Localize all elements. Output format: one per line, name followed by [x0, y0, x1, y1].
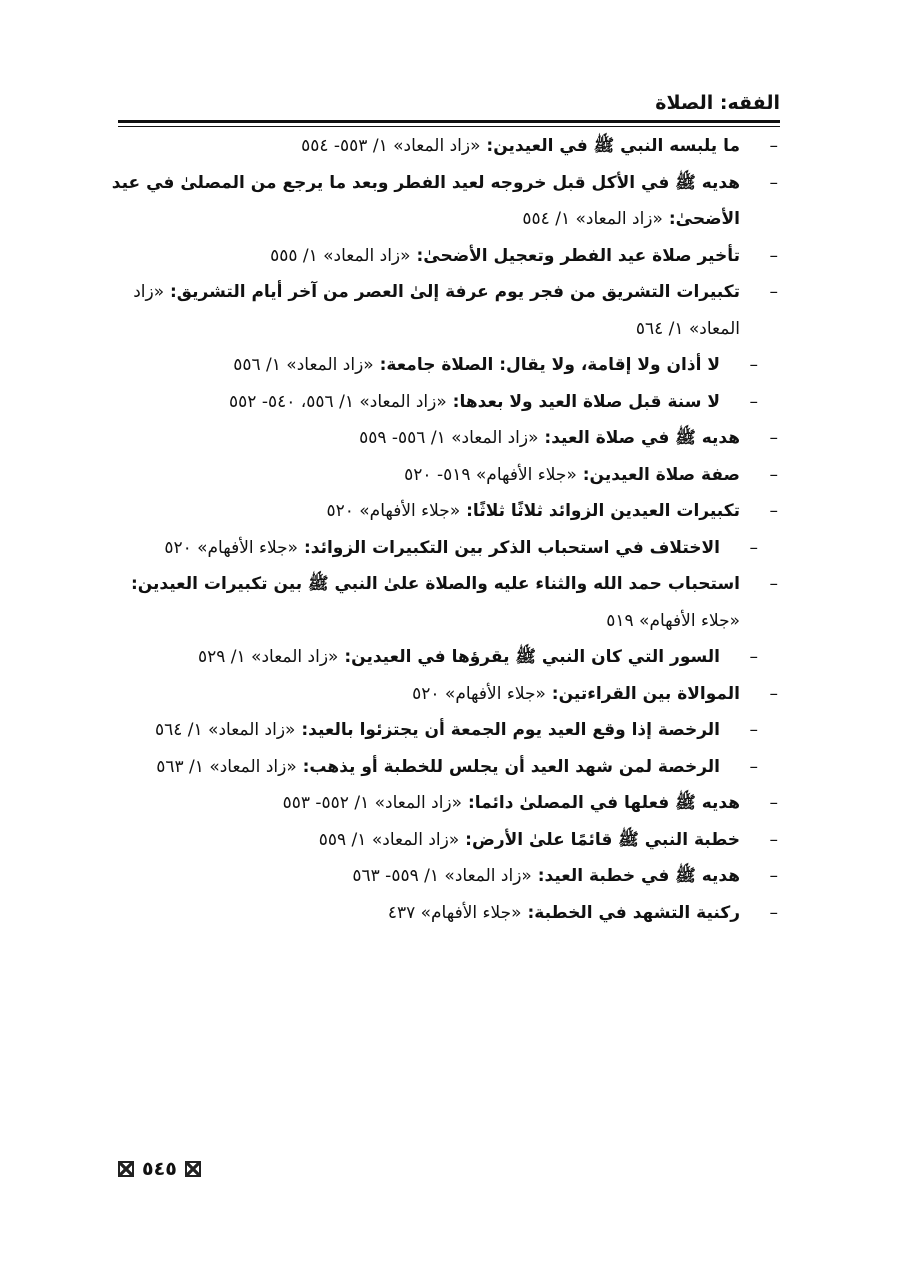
ornament-icon: [118, 1161, 134, 1177]
entry-source: «زاد المعاد» ١/ ٥٦٣: [156, 756, 297, 777]
entry-source: «زاد المعاد» ١/ ٥٦٤: [133, 282, 740, 339]
index-entry: [110, 420, 778, 457]
index-entry: [110, 457, 778, 494]
entry-topic: هديه ﷺ فعلها في المصلىٰ دائما:: [462, 793, 740, 813]
index-entry: [110, 822, 778, 859]
entry-topic: صفة صلاة العيدين:: [576, 464, 740, 485]
entry-topic: السور التي كان النبي ﷺ يقرؤها في العيدين:: [338, 647, 720, 667]
entry-dash: –: [749, 355, 758, 375]
entry-source: «زاد المعاد» ١/ ٥٢٩: [197, 647, 339, 667]
entry-dash: –: [769, 172, 778, 193]
index-entry: [110, 165, 778, 238]
header-title: الفقه: الصلاة: [655, 92, 780, 114]
entry-dash: –: [769, 245, 778, 266]
entry-dash: –: [769, 136, 778, 156]
entry-topic: تأخير صلاة عيد الفطر وتعجيل الأضحىٰ:: [410, 245, 740, 266]
entry-source: «زاد المعاد» ١/ ٥٥٩- ٥٦٣: [352, 866, 532, 886]
entry-topic: تكبيرات العيدين الزوائد ثلاثًا ثلاثًا:: [460, 501, 740, 521]
entry-source: «جلاء الأفهام» ٥٢٠: [412, 683, 546, 704]
entry-topic: لا سنة قبل صلاة العيد ولا بعدها:: [446, 391, 720, 412]
entry-source: «زاد المعاد» ١/ ٥٦٤: [154, 720, 296, 740]
entry-dash: –: [769, 866, 778, 886]
page-header: [118, 88, 780, 127]
index-entry: [110, 238, 778, 275]
entry-topic: استحباب حمد الله والثناء عليه والصلاة علىٰ النبي ﷺ بين تكبيرات العيدين:: [130, 574, 740, 594]
header-rule-thick: [118, 120, 780, 123]
entry-source: «زاد المعاد» ١/ ٥٥٢- ٥٥٣: [282, 793, 463, 813]
entry-dash: –: [769, 574, 778, 594]
entry-topic: هديه ﷺ في خطبة العيد:: [531, 866, 740, 886]
entry-topic: الاختلاف في استحباب الذكر بين التكبيرات الزوائد:: [298, 537, 720, 558]
entry-source: «زاد المعاد» ١/ ٥٥٣- ٥٥٤: [301, 136, 481, 156]
entry-dash: –: [769, 428, 778, 448]
entry-source: «زاد المعاد» ١/ ٥٥٤: [522, 209, 663, 229]
index-entry: [110, 785, 778, 822]
index-entry: [110, 639, 778, 676]
index-entry: [110, 566, 778, 639]
entry-dash: –: [749, 720, 758, 740]
entry-topic: الرخصة إذا وقع العيد يوم الجمعة أن يجتزئوا بالعيد:: [295, 720, 720, 740]
entry-dash: –: [749, 647, 758, 667]
entry-source: «جلاء الأفهام» ٥١٩- ٥٢٠: [404, 464, 577, 485]
entry-dash: –: [749, 756, 758, 777]
entry-topic: خطبة النبي ﷺ قائمًا علىٰ الأرض:: [459, 829, 740, 850]
entry-source: «جلاء الأفهام» ٤٣٧: [387, 902, 522, 923]
entry-source: «زاد المعاد» ١/ ٥٥٩: [318, 829, 460, 850]
entry-source: «زاد المعاد» ١/ ٥٥٥: [270, 245, 411, 266]
entry-source: «جلاء الأفهام» ٥٢٠: [326, 501, 461, 521]
index-entry: [110, 128, 778, 165]
page-footer: [118, 1155, 201, 1183]
entry-topic: لا أذان ولا إقامة، ولا يقال: الصلاة جامعة:: [373, 355, 720, 375]
index-entry: [110, 858, 778, 895]
entry-dash: –: [769, 501, 778, 521]
entry-source: «جلاء الأفهام» ٥١٩: [606, 610, 740, 631]
index-entry: [110, 895, 778, 932]
entry-topic: الموالاة بين القراءتين:: [545, 683, 740, 704]
entry-topic: ما يلبسه النبي ﷺ في العيدين:: [480, 136, 740, 156]
entry-source: «زاد المعاد» ١/ ٥٥٦- ٥٥٩: [359, 428, 539, 448]
entry-topic: تكبيرات التشريق من فجر يوم عرفة إلىٰ العصر من آخر أيام التشريق:: [164, 282, 740, 302]
entry-topic: الرخصة لمن شهد العيد أن يجلس للخطبة أو يذهب:: [296, 756, 720, 777]
entry-topic: هديه ﷺ في الأكل قبل خروجه لعيد الفطر وبعد ما يرجع من المصلىٰ في عيد الأضحىٰ:: [111, 172, 740, 229]
index-entry: [110, 384, 778, 421]
entry-dash: –: [749, 391, 758, 412]
index-entry: [110, 749, 778, 786]
page-number: ٥٤٥: [142, 1158, 177, 1180]
index-entry: [110, 712, 778, 749]
entry-dash: –: [769, 683, 778, 704]
entry-dash: –: [769, 793, 778, 813]
index-entries: [110, 128, 778, 931]
entry-topic: ركنية التشهد في الخطبة:: [521, 902, 740, 923]
index-entry: [110, 676, 778, 713]
index-entry: [110, 274, 778, 347]
entry-dash: –: [749, 537, 758, 558]
index-entry: [110, 347, 778, 384]
entry-source: «زاد المعاد» ١/ ٥٥٦، ٥٤٠- ٥٥٢: [229, 391, 447, 412]
entry-dash: –: [769, 282, 778, 302]
header-rule-thin: [118, 126, 780, 127]
entry-dash: –: [769, 829, 778, 850]
index-entry: [110, 493, 778, 530]
entry-source: «جلاء الأفهام» ٥٢٠: [164, 537, 299, 558]
entry-source: «زاد المعاد» ١/ ٥٥٦: [233, 355, 374, 375]
entry-dash: –: [769, 902, 778, 923]
ornament-icon: [185, 1161, 201, 1177]
entry-dash: –: [769, 464, 778, 485]
index-entry: [110, 530, 778, 567]
entry-topic: هديه ﷺ في صلاة العيد:: [538, 428, 740, 448]
